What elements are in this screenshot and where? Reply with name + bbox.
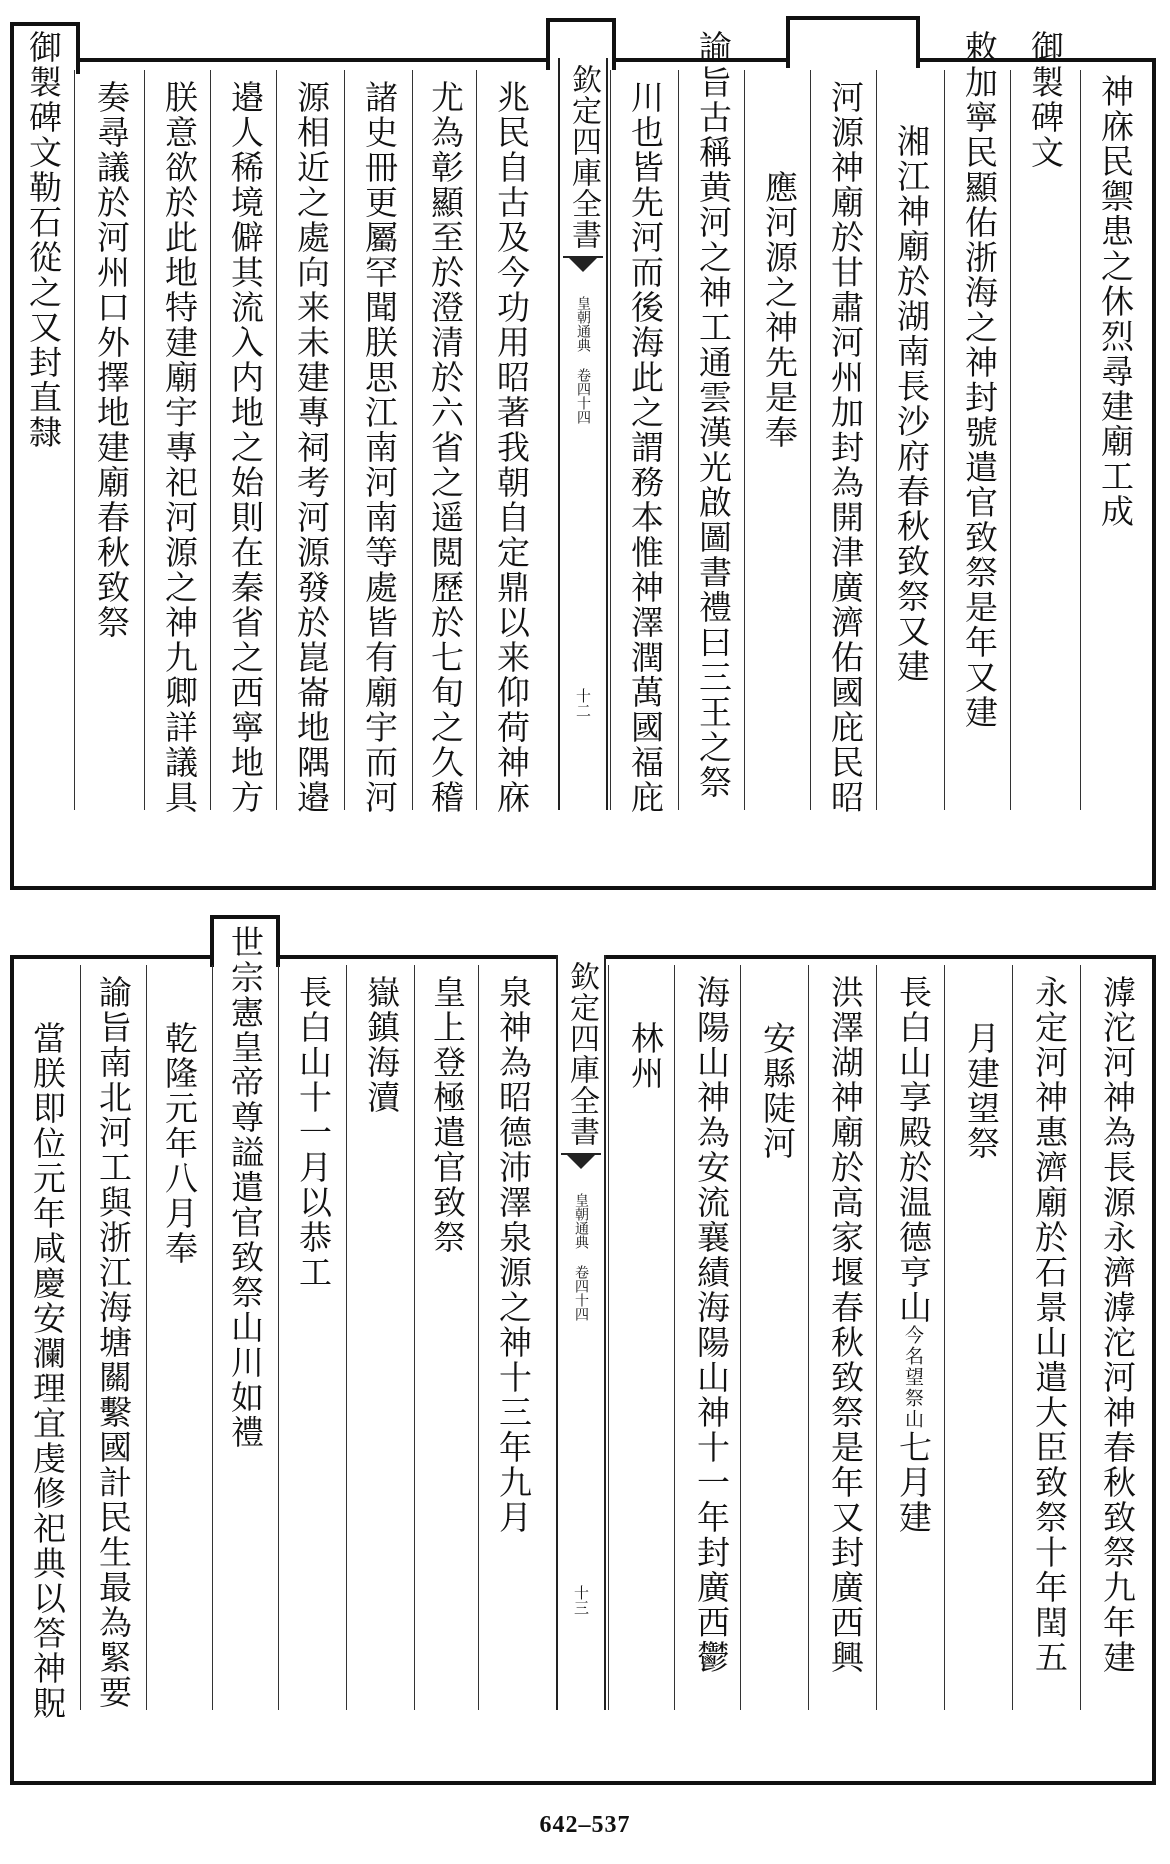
text-column: 朕意欲於此地特建廟宇專祀河源之神九卿詳議具 [160, 80, 199, 815]
text-column: 乾隆元年八月奉 [160, 1021, 199, 1266]
text-column-with-note [890, 975, 936, 1535]
text-column: 諭旨南北河工與浙江海塘關繫國計民生最為緊要 [94, 975, 133, 1710]
text-column: 嶽鎮海瀆 [362, 975, 401, 1115]
page-gutter [556, 955, 606, 1710]
text-column: 洪澤湖神廟於高家堰春秋致祭是年又封廣西興 [826, 975, 865, 1675]
page-gutter [558, 58, 608, 810]
page-top [10, 30, 1156, 890]
text-column: 滹沱河神為長源永濟滹沱河神春秋致祭九年建 [1098, 975, 1137, 1675]
text-column: 邉人稀境僻其流入内地之始則在秦省之西寧地方 [226, 80, 265, 815]
text-segment: 七月建 [894, 1430, 933, 1535]
text-column: 御製碑文 [1026, 30, 1065, 170]
leaf-number: 十二 [574, 688, 592, 718]
fish-tail-mark [563, 256, 603, 286]
interlinear-note: 今名 [902, 1325, 924, 1367]
fish-tail-mark [561, 1153, 601, 1183]
text-column: 神庥民禦患之休烈尋建廟工成 [1096, 74, 1135, 529]
text-column: 長白山十一月以恭工 [294, 975, 333, 1290]
text-column: 奏尋議於河州口外擇地建廟春秋致祭 [92, 80, 131, 640]
text-column: 諭旨古稱黄河之神工通雲漢光啟圖書禮曰三王之祭 [694, 30, 733, 800]
text-segment: 長白山享殿於温德亨山 [894, 975, 933, 1325]
gutter-subtitle: 皇朝通典 卷四十四 [573, 1193, 589, 1321]
text-column: 皇上登極遣官致祭 [428, 975, 467, 1255]
raised-tab [786, 16, 920, 68]
gutter-title: 欽定四庫全書 [566, 64, 601, 250]
text-column: 安縣陡河 [758, 1021, 797, 1161]
gutter-title: 欽定四庫全書 [564, 961, 599, 1147]
text-column: 源相近之處向来未建專祠考河源發於崑崙地隅邉 [292, 80, 331, 815]
page-bottom [10, 925, 1156, 1785]
text-column: 諸史冊更屬罕聞朕思江南河南等處皆有廟宇而河 [360, 80, 399, 815]
text-column: 月建望祭 [962, 1021, 1001, 1161]
text-column: 世宗憲皇帝尊謚遣官致祭山川如禮 [226, 925, 265, 1450]
text-column: 林州 [626, 1021, 665, 1091]
text-column: 海陽山神為安流襄績海陽山神十一年封廣西鬱 [692, 975, 731, 1675]
gutter-subtitle: 皇朝通典 卷四十四 [575, 296, 591, 424]
text-column: 川也皆先河而後海此之謂務本惟神澤潤萬國福庇 [626, 80, 665, 815]
interlinear-note: 望祭山 [902, 1367, 924, 1430]
text-column: 永定河神惠濟廟於石景山遣大臣致祭十年閏五 [1030, 975, 1069, 1675]
text-column: 兆民自古及今功用昭著我朝自定鼎以来仰荷神庥 [492, 80, 531, 815]
page-footer-number: 642–537 [539, 1812, 631, 1838]
text-column: 湘江神廟於湖南長沙府春秋致祭又建 [892, 124, 931, 684]
text-column: 泉神為昭德沛澤泉源之神十三年九月 [494, 975, 533, 1535]
text-column: 御製碑文勒石從之又封直隸 [24, 30, 63, 450]
text-column: 尤為彰顯至於澄清於六省之遥閲歷於七旬之久稽 [426, 80, 465, 815]
text-column: 敕加寧民顯佑浙海之神封號遣官致祭是年又建 [960, 30, 999, 730]
leaf-number: 十三 [572, 1585, 590, 1615]
text-column: 應河源之神先是奉 [760, 170, 799, 450]
text-column: 河源神廟於甘肅河州加封為開津廣濟佑國庇民昭 [826, 80, 865, 815]
text-column: 當朕即位元年咸慶安瀾理宜虔修祀典以答神貺 [28, 1021, 67, 1721]
